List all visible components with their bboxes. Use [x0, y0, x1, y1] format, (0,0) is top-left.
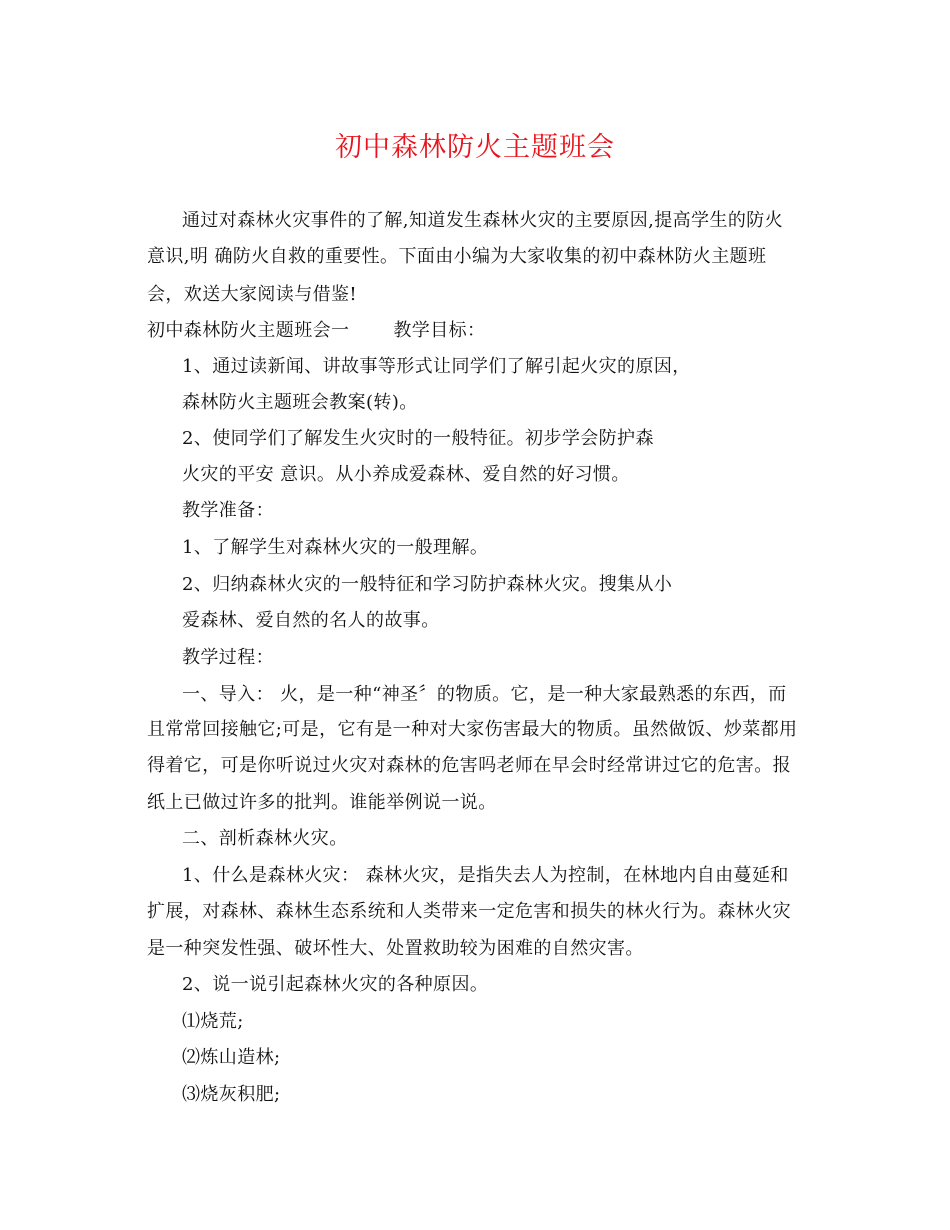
- paragraph-line: 爱森林、爱自然的名人的故事。: [182, 610, 440, 631]
- paragraph-line: 2、使同学们了解发生火灾时的一般特征。初步学会防护森: [182, 428, 654, 449]
- paragraph-line: 二、剖析森林火灾。: [182, 828, 348, 849]
- paragraph-line: 1、了解学生对森林火灾的一般理解。: [182, 537, 489, 558]
- paragraph-line: 一、导入： 火，是一种“神圣〞的物质。它，是一种大家最熟悉的东西，而: [182, 684, 787, 705]
- section-heading: 初中森林防火主题班会一: [147, 320, 350, 341]
- paragraph-line: 火灾的平安 意识。从小养成爱森林、爱自然的好习惯。: [182, 464, 630, 485]
- list-item: ⑴烧荒;: [182, 1011, 244, 1032]
- paragraph-line: 且常常回接触它;可是，它有是一种对大家伤害最大的物质。虽然做饭、炒菜都用: [147, 719, 798, 740]
- subheading-goals: 教学目标：: [393, 320, 486, 341]
- paragraph-line: 1、什么是森林火灾： 森林火灾，是指失去人为控制，在林地内自由蔓延和: [182, 865, 789, 886]
- paragraph-line: 1、通过读新闻、讲故事等形式让同学们了解引起火灾的原因，: [182, 356, 691, 377]
- paragraph-line: 2、说一说引起森林火灾的各种原因。: [182, 974, 489, 995]
- subheading-preparation: 教学准备：: [182, 500, 274, 521]
- paragraph-line: 扩展，对森林、森林生态系统和人类带来一定危害和损失的林火行为。森林火灾: [147, 901, 791, 922]
- paragraph-line: 2、归纳森林火灾的一般特征和学习防护森林火灾。搜集从小: [182, 574, 673, 595]
- paragraph-line: 是一种突发性强、破坏性大、处置救助较为困难的自然灾害。: [147, 938, 644, 959]
- document-title: 初中森林防火主题班会: [335, 132, 615, 163]
- section-heading-line: [147, 318, 485, 344]
- paragraph-line: 得着它，可是你听说过火灾对森林的危害吗老师在早会时经常讲过它的危害。报: [147, 755, 791, 776]
- paragraph-line: 森林防火主题班会教案(转)。: [182, 392, 418, 413]
- paragraph-line: 纸上已做过许多的批判。谁能举例说一说。: [147, 792, 497, 813]
- list-item: ⑶烧灰积肥;: [182, 1084, 281, 1105]
- list-item: ⑵炼山造林;: [182, 1047, 281, 1068]
- paragraph-line: 意识,明 确防火自救的重要性。下面由小编为大家收集的初中森林防火主题班: [147, 246, 767, 267]
- subheading-process: 教学过程：: [182, 647, 274, 668]
- paragraph-line: 通过对森林火灾事件的了解,知道发生森林火灾的主要原因,提高学生的防火: [182, 210, 784, 231]
- paragraph-line: 会，欢送大家阅读与借鉴!: [147, 284, 358, 305]
